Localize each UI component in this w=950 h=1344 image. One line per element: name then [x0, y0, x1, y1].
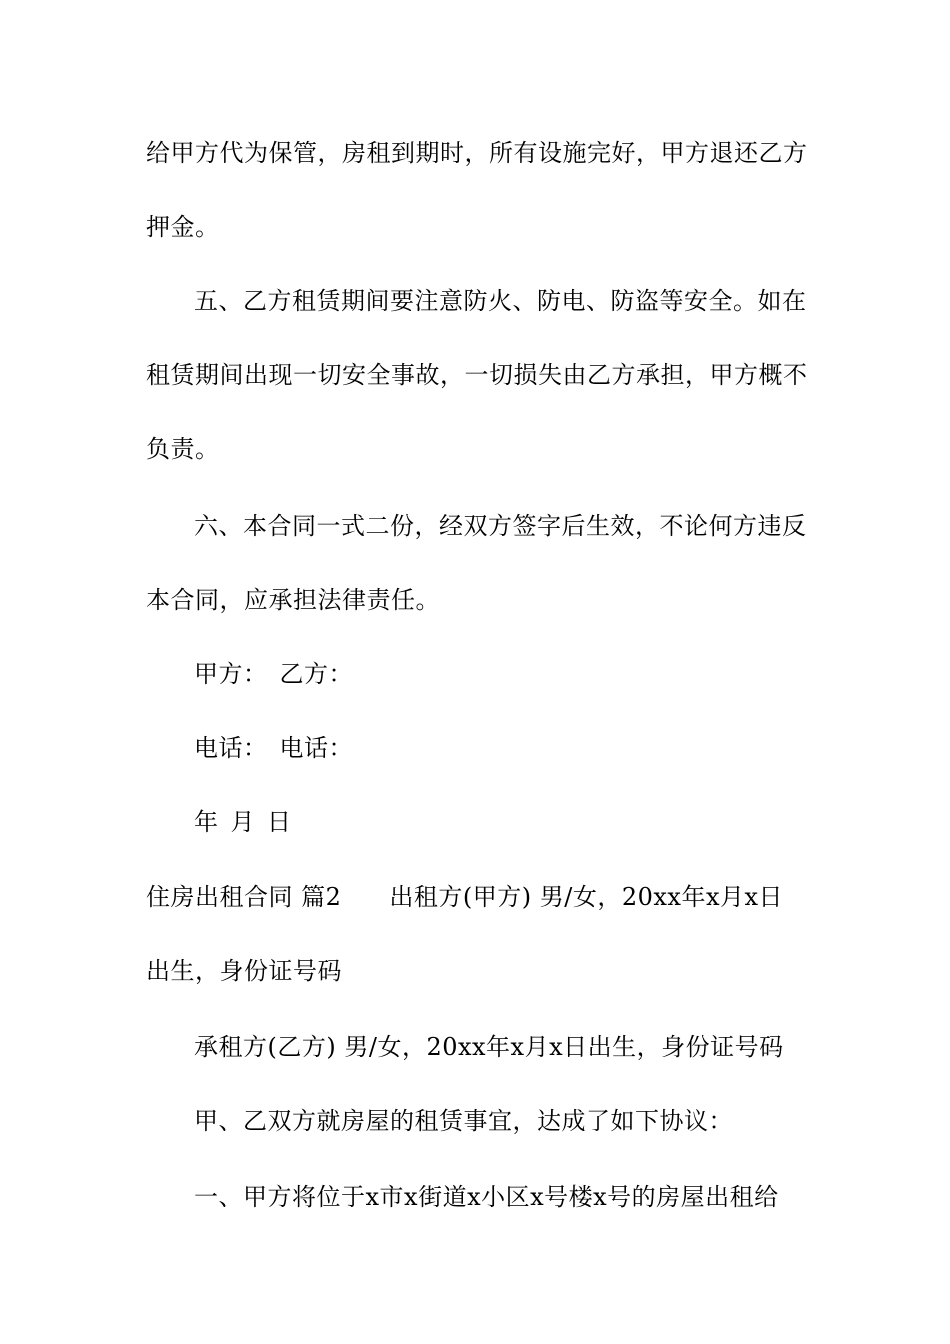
- clause-1-line: 一、甲方将位于x市x街道x小区x号楼x号的房屋出租给: [194, 1183, 779, 1211]
- clause-6-line-2: 本合同，应承担法律责任。: [146, 586, 440, 614]
- signature-phone-line: [194, 732, 353, 764]
- signature-date-line: [194, 806, 292, 838]
- party-a-label: 甲方：: [194, 660, 268, 688]
- paragraph-line-2: 押金。: [146, 213, 220, 241]
- date-year: 年: [194, 808, 219, 836]
- clause-5-line-1: 五、乙方租赁期间要注意防火、防电、防盗等安全。如在: [194, 287, 807, 315]
- party-b-label: 乙方：: [279, 660, 353, 688]
- clause-6-line-1: 六、本合同一式二份，经双方签字后生效，不论何方违反: [194, 512, 807, 540]
- clause-5-line-3: 负责。: [146, 435, 220, 463]
- lessor-line-continued: 出生，身份证号码: [146, 957, 342, 985]
- section-2-heading: 住房出租合同 篇2: [146, 883, 342, 911]
- lessor-line: 出租方(甲方) 男/女，20xx年x月x日: [389, 883, 784, 911]
- date-day: 日: [267, 808, 292, 836]
- paragraph-line-1: 给甲方代为保管，房租到期时，所有设施完好，甲方退还乙方: [146, 139, 808, 167]
- section-2-first-line: [146, 881, 783, 913]
- phone-a-label: 电话：: [194, 734, 268, 762]
- agreement-intro: 甲、乙双方就房屋的租赁事宜，达成了如下协议：: [194, 1107, 733, 1135]
- phone-b-label: 电话：: [279, 734, 353, 762]
- signature-party-line: [194, 658, 353, 690]
- date-month: 月: [230, 808, 255, 836]
- lessee-line: 承租方(乙方) 男/女，20xx年x月x日出生，身份证号码: [194, 1033, 784, 1061]
- clause-5-line-2: 租赁期间出现一切安全事故，一切损失由乙方承担，甲方概不: [146, 361, 808, 389]
